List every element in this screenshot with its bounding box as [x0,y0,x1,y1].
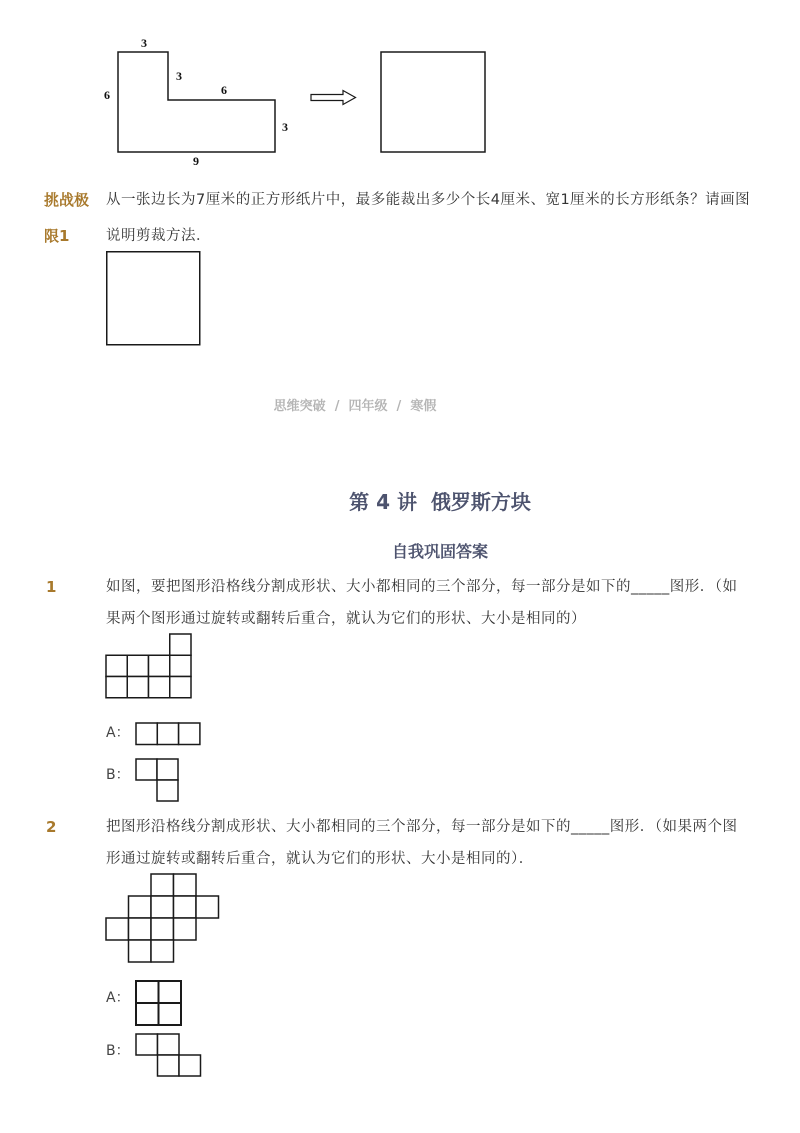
grid-cell [170,634,191,655]
grid-cell [170,677,191,698]
challenge-text-line: 说明剪裁方法． [106,228,211,244]
l-shape-label-bottom: 9 [193,154,199,168]
grid-cell [106,918,129,940]
q1-option-a-shape [136,723,200,745]
grid-cell [174,874,197,896]
grid-cell [170,655,191,676]
target-square [381,52,485,152]
l-shape-label-top: 3 [141,36,147,50]
l-shape-label-inner-vertical: 3 [176,69,182,83]
l-shape-label-inner-horizontal: 6 [221,83,227,97]
option-label-b: B： [106,1043,130,1059]
grid-cell [136,1034,158,1055]
grid-cell [179,1055,201,1076]
grid-cell [158,1055,180,1076]
l-shape-label-right: 3 [282,120,288,134]
grid-cell [157,780,178,801]
grid-cell [106,655,127,676]
grid-cell [151,940,174,962]
option-label-b: B： [106,767,130,783]
l-shape-outline [118,52,275,152]
grid-cell [174,896,197,918]
q1-option-b-shape [136,759,178,801]
q2-grid-figure [106,874,219,962]
question-text-line: 如图，要把图形沿格线分割成形状、大小都相同的三个部分，每一部分是如下的_____图形．（如 [106,579,738,595]
grid-cell [149,655,170,676]
question-text-line: 形通过旋转或翻转后重合，就认为它们的形状、大小是相同的）． [106,851,534,867]
option-label-a: A： [106,990,130,1006]
grid-cell [196,896,219,918]
option-label-a: A： [106,725,130,741]
question-number: 1 [46,578,57,596]
grid-cell [159,981,182,1003]
grid-cell [151,874,174,896]
challenge-label: 挑战极 [44,191,90,209]
grid-cell [136,723,157,745]
grid-cell [136,759,157,780]
grid-cell [179,723,200,745]
grid-cell [129,896,152,918]
grid-cell [127,677,148,698]
grid-cell [136,981,159,1003]
grid-cell [127,655,148,676]
l-shape-label-left: 6 [104,88,110,102]
transform-arrow-icon [311,91,356,105]
grid-cell [136,1003,159,1025]
challenge-text-line: 从一张边长为7厘米的正方形纸片中，最多能裁出多少个长4厘米、宽1厘米的长方形纸条？请画图 [106,192,751,208]
lecture-title: 第 4 讲 俄罗斯方块 [349,490,531,514]
grid-cell [151,896,174,918]
grid-cell [157,723,178,745]
question-text-line: 果两个图形通过旋转或翻转后重合，就认为它们的形状、大小是相同的） [106,611,586,627]
grid-cell [159,1003,182,1025]
grid-cell [106,677,127,698]
l-shape-figure [104,36,288,168]
grid-cell [174,918,197,940]
question-number: 2 [46,818,57,836]
grid-cell [158,1034,180,1055]
q2-option-b-shape [136,1034,201,1076]
page-footer: 思维突破 / 四年级 / 寒假 [273,399,437,414]
challenge-label: 限1 [44,227,70,245]
q2-option-a-shape [136,981,181,1025]
grid-cell [149,677,170,698]
grid-cell [129,918,152,940]
grid-cell [129,940,152,962]
question-text-line: 把图形沿格线分割成形状、大小都相同的三个部分，每一部分是如下的_____图形．（如果两个图 [106,819,738,835]
grid-cell [151,918,174,940]
q1-grid-figure [106,634,191,698]
section-subtitle: 自我巩固答案 [391,542,488,561]
challenge-drawing-box [107,252,200,345]
grid-cell [157,759,178,780]
